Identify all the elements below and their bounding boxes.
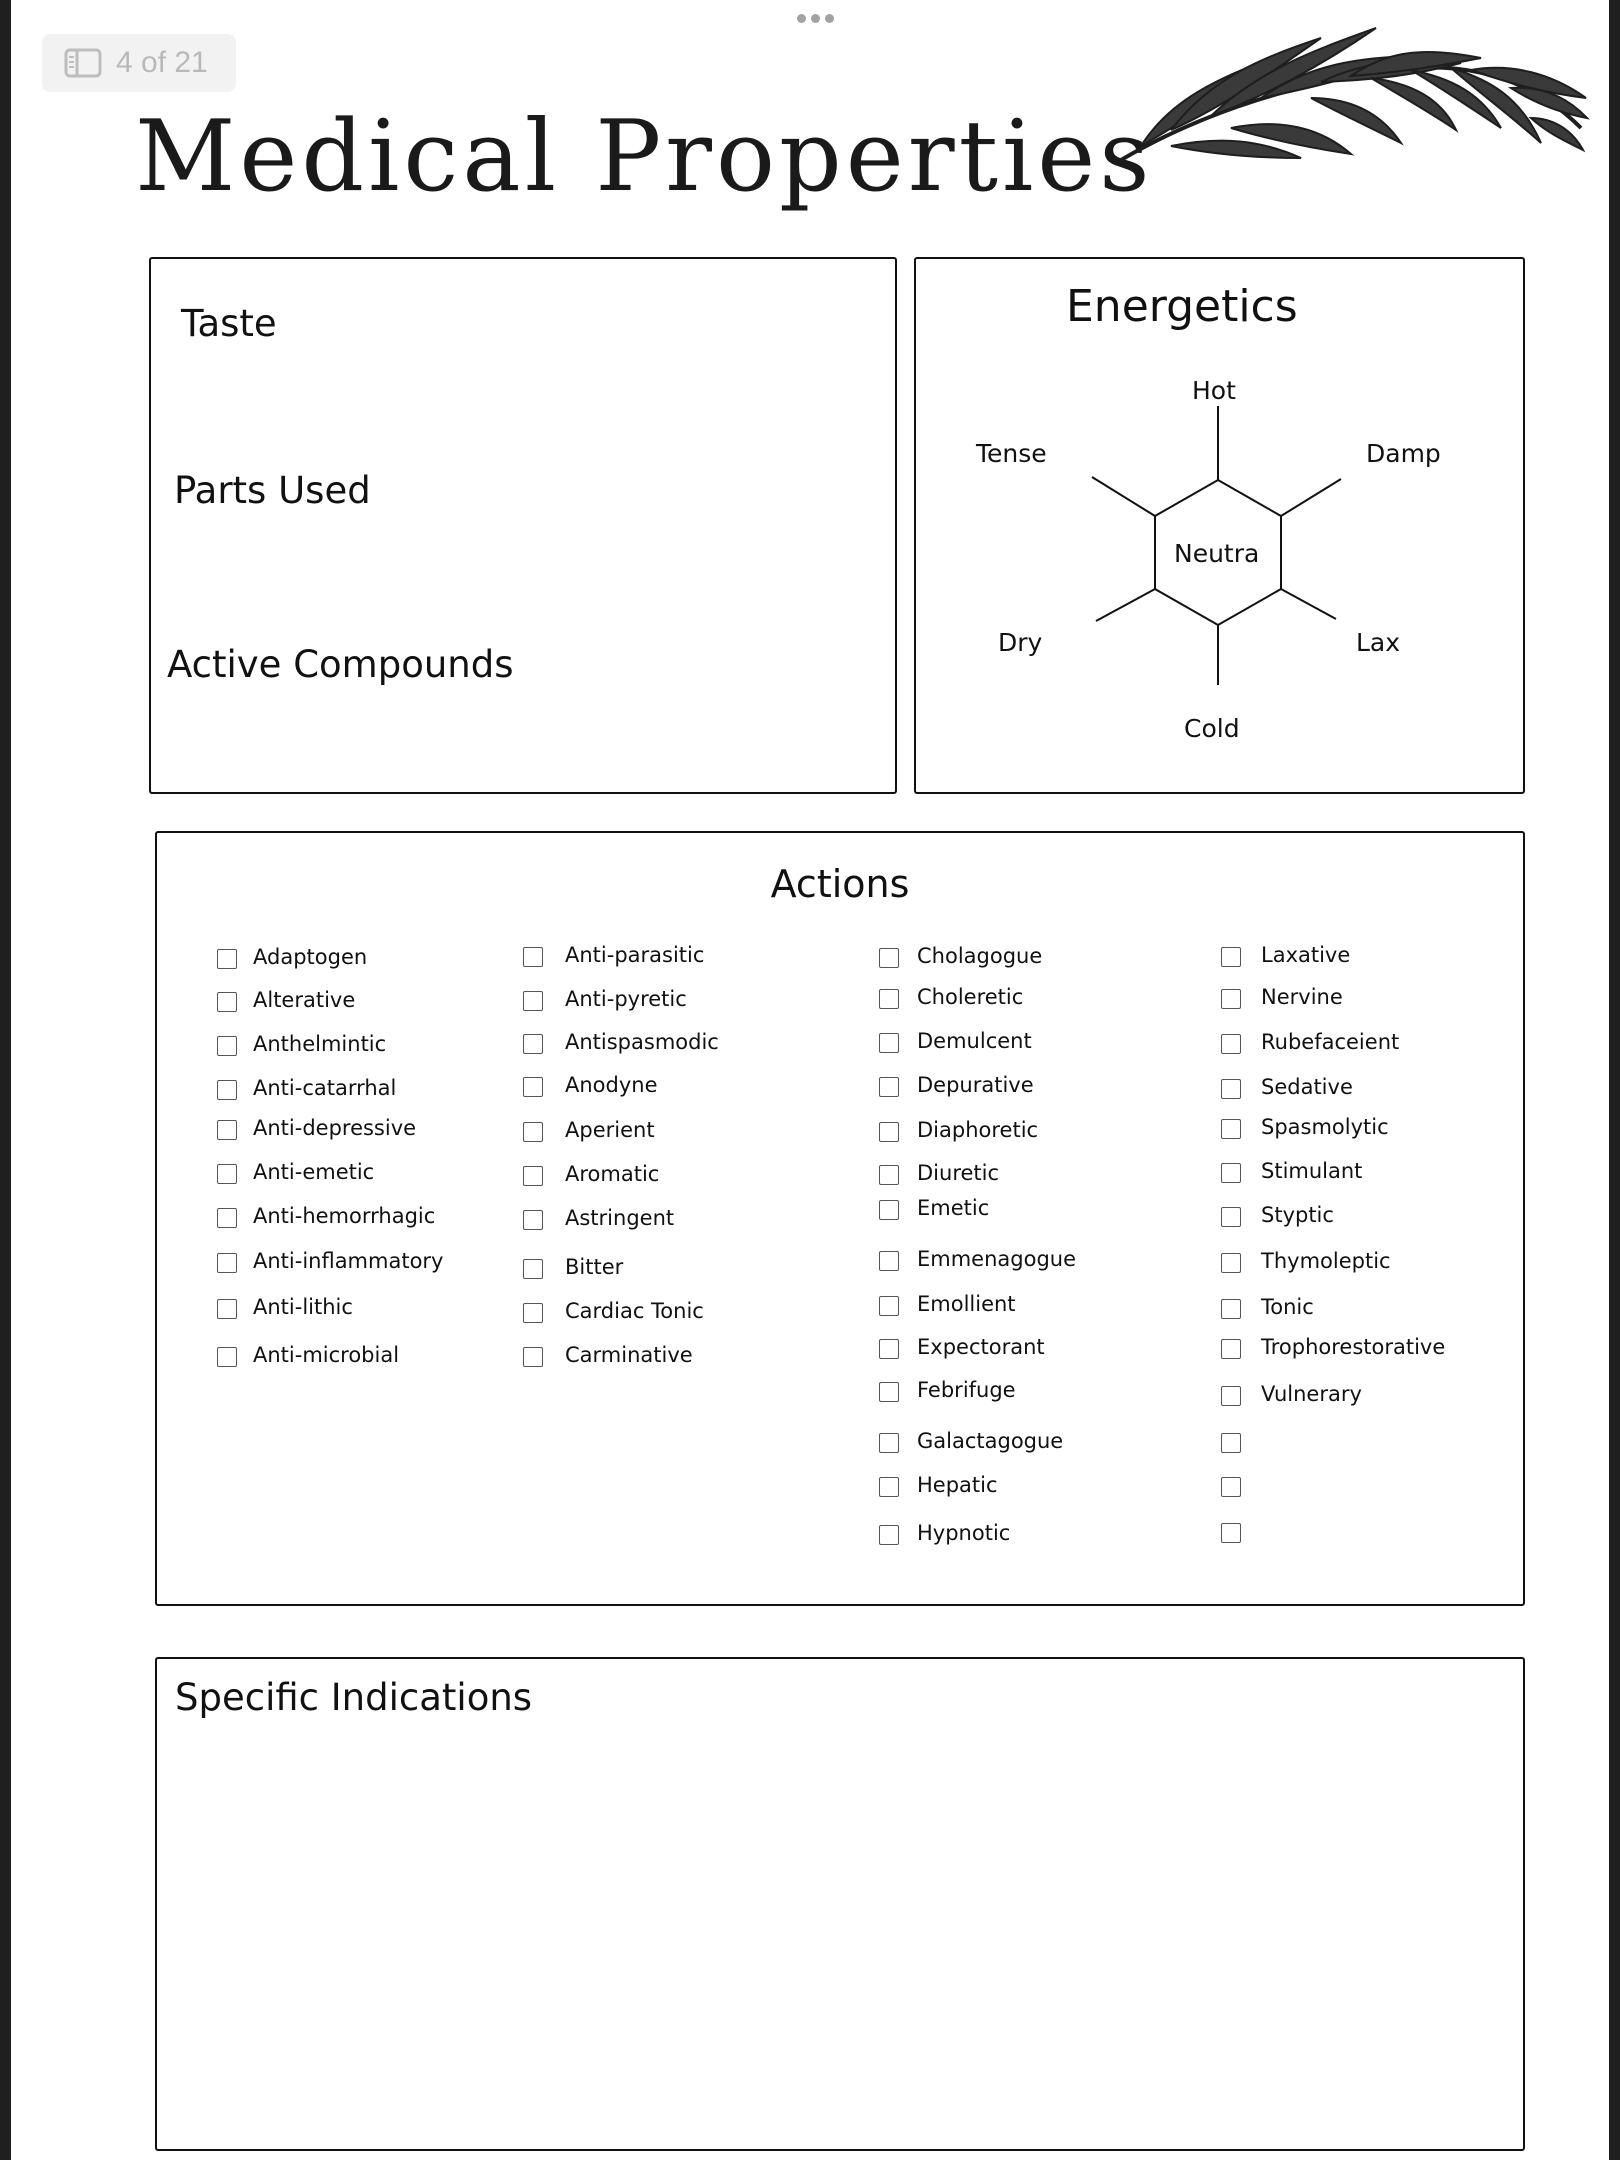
taste-label: Taste — [181, 302, 277, 345]
action-item[interactable] — [217, 943, 368, 975]
action-label: Galactagogue — [917, 1429, 1064, 1453]
action-label: Anti-inflammatory — [253, 1249, 444, 1273]
action-item[interactable] — [1221, 1073, 1353, 1105]
action-item[interactable] — [523, 1253, 624, 1285]
action-label: Anti-microbial — [253, 1343, 400, 1367]
action-item[interactable] — [1221, 983, 1343, 1015]
action-checkbox[interactable] — [879, 1525, 899, 1545]
parts-used-label: Parts Used — [174, 469, 371, 512]
action-checkbox[interactable] — [1221, 1386, 1241, 1406]
action-item[interactable] — [1221, 1157, 1363, 1189]
dry-spoke — [1096, 589, 1155, 621]
action-checkbox[interactable] — [879, 1296, 899, 1316]
action-label: Anti-hemorrhagic — [253, 1204, 436, 1228]
action-item[interactable] — [523, 1160, 660, 1192]
action-label: Nervine — [1261, 985, 1343, 1009]
action-checkbox[interactable] — [217, 1080, 237, 1100]
action-label: Alterative — [253, 988, 356, 1012]
action-item[interactable] — [1221, 1113, 1389, 1145]
action-checkbox[interactable] — [523, 1122, 543, 1142]
action-item[interactable] — [1221, 1517, 1241, 1549]
energetics-dry: Dry — [998, 628, 1043, 657]
action-checkbox[interactable] — [879, 1433, 899, 1453]
energetics-cold: Cold — [1184, 714, 1240, 743]
action-checkbox[interactable] — [879, 1033, 899, 1053]
action-label: Cholagogue — [917, 944, 1043, 968]
action-checkbox[interactable] — [1221, 1253, 1241, 1273]
action-checkbox[interactable] — [523, 1210, 543, 1230]
energetics-lax: Lax — [1356, 628, 1401, 657]
action-item[interactable] — [523, 1071, 658, 1103]
action-item[interactable] — [1221, 1028, 1400, 1060]
energetics-center: Neutra — [1174, 539, 1260, 568]
action-item[interactable] — [1221, 1380, 1362, 1412]
tense-spoke — [1092, 477, 1155, 516]
page-indicator-label: 4 of 21 — [116, 46, 208, 79]
action-label: Emollient — [917, 1292, 1016, 1316]
lax-spoke — [1281, 589, 1336, 619]
action-item[interactable] — [217, 1114, 417, 1146]
leaf-sprig-illustration — [1111, 18, 1591, 188]
action-item[interactable] — [523, 985, 687, 1017]
action-label: Emetic — [917, 1196, 990, 1220]
action-item[interactable] — [217, 1030, 387, 1062]
action-checkbox[interactable] — [1221, 1163, 1241, 1183]
action-item[interactable] — [879, 942, 1043, 974]
action-item[interactable] — [879, 1290, 1016, 1322]
action-label: Tonic — [1261, 1295, 1314, 1319]
page-indicator-button[interactable] — [42, 34, 236, 92]
action-checkbox[interactable] — [1221, 1339, 1241, 1359]
action-checkbox[interactable] — [217, 1120, 237, 1140]
action-checkbox[interactable] — [879, 1339, 899, 1359]
action-item[interactable] — [217, 1202, 436, 1234]
energetics-tense: Tense — [976, 439, 1047, 468]
taste-parts-compounds-box[interactable] — [149, 257, 897, 794]
action-checkbox[interactable] — [217, 1253, 237, 1273]
action-label: Laxative — [1261, 943, 1351, 967]
notebook-page — [11, 0, 1609, 2160]
action-checkbox[interactable] — [879, 1077, 899, 1097]
action-label: Cardiac Tonic — [565, 1299, 704, 1323]
action-label: Diaphoretic — [917, 1118, 1039, 1142]
action-item[interactable] — [1221, 1333, 1446, 1365]
action-label: Choleretic — [917, 985, 1024, 1009]
action-checkbox[interactable] — [523, 1347, 543, 1367]
page-title: Medical Properties — [135, 100, 1154, 214]
action-label: Expectorant — [917, 1335, 1045, 1359]
action-label: Vulnerary — [1261, 1382, 1362, 1406]
action-checkbox[interactable] — [879, 948, 899, 968]
action-checkbox[interactable] — [879, 989, 899, 1009]
action-checkbox[interactable] — [1221, 1433, 1241, 1453]
action-item[interactable] — [523, 1204, 675, 1236]
action-checkbox[interactable] — [879, 1382, 899, 1402]
action-label: Diuretic — [917, 1161, 1000, 1185]
action-label: Anthelmintic — [253, 1032, 387, 1056]
action-checkbox[interactable] — [523, 991, 543, 1011]
action-item[interactable] — [879, 1376, 1016, 1408]
action-checkbox[interactable] — [1221, 1079, 1241, 1099]
specific-indications-box[interactable] — [155, 1657, 1525, 2151]
action-checkbox[interactable] — [523, 1166, 543, 1186]
action-checkbox[interactable] — [879, 1477, 899, 1497]
action-checkbox[interactable] — [523, 1259, 543, 1279]
active-compounds-label: Active Compounds — [167, 643, 514, 686]
action-label: Anodyne — [565, 1073, 658, 1097]
action-checkbox[interactable] — [217, 1036, 237, 1056]
action-label: Styptic — [1261, 1203, 1334, 1227]
action-item[interactable] — [217, 1158, 375, 1190]
action-checkbox[interactable] — [217, 1208, 237, 1228]
action-item[interactable] — [1221, 1293, 1314, 1325]
action-checkbox[interactable] — [879, 1251, 899, 1271]
action-label: Bitter — [565, 1255, 624, 1279]
action-label: Carminative — [565, 1343, 693, 1367]
action-label: Demulcent — [917, 1029, 1032, 1053]
action-item[interactable] — [879, 1519, 1011, 1551]
action-item[interactable] — [879, 1333, 1045, 1365]
actions-box — [155, 831, 1525, 1606]
action-label: Anti-catarrhal — [253, 1076, 397, 1100]
action-checkbox[interactable] — [217, 1347, 237, 1367]
action-label: Rubefaceient — [1261, 1030, 1400, 1054]
energetics-diagram — [916, 259, 1523, 792]
action-label: Sedative — [1261, 1075, 1353, 1099]
action-checkbox[interactable] — [523, 1077, 543, 1097]
action-label: Anti-lithic — [253, 1295, 353, 1319]
action-checkbox[interactable] — [217, 949, 237, 969]
action-checkbox[interactable] — [879, 1200, 899, 1220]
action-label: Antispasmodic — [565, 1030, 719, 1054]
action-item[interactable] — [523, 1028, 719, 1060]
action-checkbox[interactable] — [217, 1164, 237, 1184]
action-item[interactable] — [1221, 1471, 1241, 1503]
energetics-box[interactable] — [914, 257, 1525, 794]
action-item[interactable] — [217, 1293, 353, 1325]
action-item[interactable] — [523, 1116, 655, 1148]
action-item[interactable] — [879, 1116, 1039, 1148]
action-label: Spasmolytic — [1261, 1115, 1389, 1139]
action-checkbox[interactable] — [1221, 989, 1241, 1009]
more-dots-icon[interactable] — [797, 14, 834, 24]
action-checkbox[interactable] — [217, 1299, 237, 1319]
action-item[interactable] — [1221, 1427, 1241, 1459]
action-item[interactable] — [217, 1247, 444, 1279]
damp-spoke — [1281, 479, 1341, 516]
action-item[interactable] — [879, 1027, 1032, 1059]
action-item[interactable] — [879, 1471, 998, 1503]
action-item[interactable] — [217, 1074, 397, 1106]
action-checkbox[interactable] — [523, 947, 543, 967]
energetics-title: Energetics — [1066, 281, 1298, 332]
action-label: Febrifuge — [917, 1378, 1016, 1402]
action-checkbox[interactable] — [1221, 947, 1241, 967]
action-item[interactable] — [523, 1341, 693, 1373]
action-item[interactable] — [879, 1245, 1077, 1277]
action-checkbox[interactable] — [523, 1034, 543, 1054]
action-label: Aromatic — [565, 1162, 660, 1186]
action-label: Trophorestorative — [1261, 1335, 1446, 1359]
action-item[interactable] — [879, 1427, 1064, 1459]
action-label: Astringent — [565, 1206, 675, 1230]
action-label: Stimulant — [1261, 1159, 1363, 1183]
action-label: Depurative — [917, 1073, 1034, 1097]
action-item[interactable] — [1221, 1247, 1391, 1279]
action-checkbox[interactable] — [523, 1303, 543, 1323]
action-checkbox[interactable] — [1221, 1299, 1241, 1319]
action-item[interactable] — [523, 1297, 704, 1329]
action-checkbox[interactable] — [1221, 1207, 1241, 1227]
action-label: Anti-depressive — [253, 1116, 417, 1140]
action-label: Anti-parasitic — [565, 943, 705, 967]
energetics-damp: Damp — [1366, 439, 1441, 468]
action-label: Aperient — [565, 1118, 655, 1142]
action-item[interactable] — [217, 986, 356, 1018]
action-label: Emmenagogue — [917, 1247, 1077, 1271]
action-checkbox[interactable] — [879, 1165, 899, 1185]
specific-indications-title: Specific Indications — [175, 1676, 533, 1719]
action-checkbox[interactable] — [217, 992, 237, 1012]
action-item[interactable] — [879, 1159, 1000, 1191]
action-checkbox[interactable] — [1221, 1034, 1241, 1054]
action-checkbox[interactable] — [1221, 1477, 1241, 1497]
energetics-hot: Hot — [1192, 376, 1236, 405]
action-label: Anti-emetic — [253, 1160, 375, 1184]
action-item[interactable] — [879, 983, 1024, 1015]
action-item[interactable] — [879, 1071, 1034, 1103]
action-checkbox[interactable] — [1221, 1119, 1241, 1139]
action-checkbox[interactable] — [1221, 1523, 1241, 1543]
action-label: Adaptogen — [253, 945, 368, 969]
action-item[interactable] — [217, 1341, 400, 1373]
action-checkbox[interactable] — [879, 1122, 899, 1142]
action-item[interactable] — [879, 1194, 990, 1226]
actions-title: Actions — [770, 862, 910, 906]
action-label: Thymoleptic — [1261, 1249, 1391, 1273]
action-label: Anti-pyretic — [565, 987, 687, 1011]
action-item[interactable] — [1221, 1201, 1334, 1233]
sidebar-toggle-icon — [64, 48, 102, 78]
action-item[interactable] — [1221, 941, 1351, 973]
action-item[interactable] — [523, 941, 705, 973]
action-label: Hepatic — [917, 1473, 998, 1497]
action-label: Hypnotic — [917, 1521, 1011, 1545]
